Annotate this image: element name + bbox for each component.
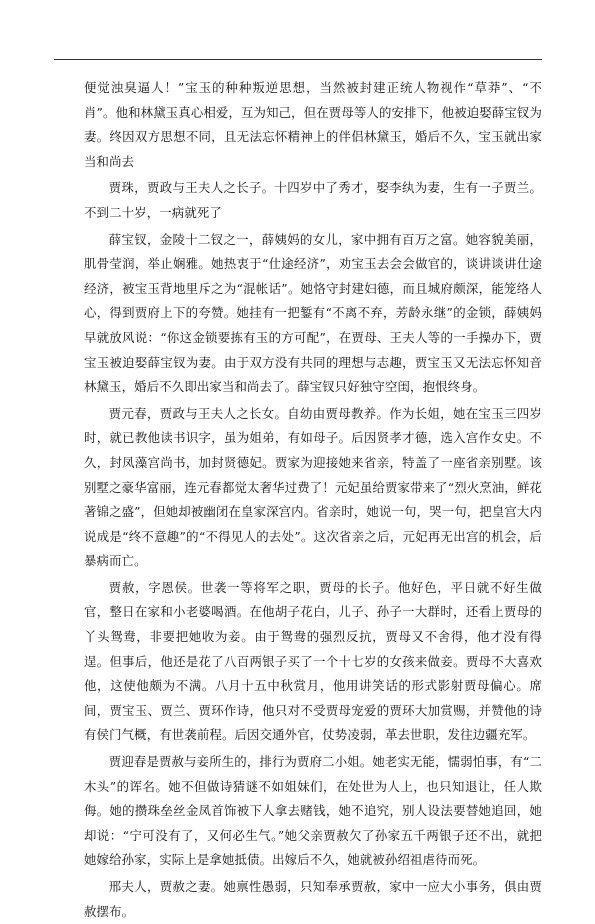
- paragraph-jia-yingchun: 贾迎春是贾赦与妾所生的，排行为贾府二小姐。她老实无能，懦弱怕事，有“二木头”的诨名。她不但做诗猜谜不如姐妹们，在处世为人上，也只知退让，任人欺侮。她的攒珠垒丝金凤首饰被下人拿去赌钱，她不追究，别人设法要替她追回，她却说：“宁可没有了，又何必生气。”她父亲贾赦欠了孙家五千两银子还不出，就把她嫁给孙家，实际上是拿她抵债。出嫁后不久，她就被孙绍祖虐待而死。: [84, 754, 542, 868]
- paragraph-lady-xing: 邢夫人，贾赦之妻。她禀性愚弱，只知奉承贾赦，家中一应大小事务，俱由贾赦摆布。: [84, 879, 542, 919]
- paragraph-jia-zhu: 贾珠，贾政与王夫人之长子。十四岁中了秀才，娶李纨为妻，生有一子贾兰。不到二十岁，一病就死了: [84, 180, 542, 220]
- paragraph-baoyu-continued: 便觉浊臭逼人！”宝玉的种种叛逆思想，当然被封建正统人物视作“草莽”、“不肖”。他和林黛玉真心相爱，互为知己，但在贾母等人的安排下，他被迫娶薛宝钗为妻。终因双方思想不同，且无法忘怀精神上的伴侣林黛玉，婚后不久，宝玉就出家当和尚去: [84, 80, 542, 169]
- paragraph-xue-baochai: 薛宝钗，金陵十二钗之一，薛姨妈的女儿，家中拥有百万之富。她容貌美丽，肌骨莹润，举止娴雅。她热衷于“仕途经济”，劝宝玉去会会做官的，谈讲谈讲仕途经济，被宝玉背地里斥之为“混帐话”。她恪守封建妇德，而且城府颇深，能笼络人心，得到贾府上下的夸赞。她挂有一把錾有“不离不弃，芳龄永继”的金锁，薛姨妈早就放风说：“你这金锁要拣有玉的方可配”，在贾母、王夫人等的一手操办下，贾宝玉被迫娶薛宝钗为妻。由于双方没有共同的理想与志趣，贾宝玉又无法忘怀知音林黛玉，婚后不久即出家当和尚去了。薛宝钗只好独守空闺，抱恨终身。: [84, 231, 542, 395]
- paragraph-jia-she: 贾赦，字恩侯。世袭一等将军之职，贾母的长子。他好色，平日就不好生做官，整日在家和小老婆喝酒。在他胡子花白，儿子、孙子一大群时，还看上贾母的丫头鸳鸯，非要把她收为妾。由于鸳鸯的强烈反抗，贾母又不舍得，他才没有得逞。但事后，他还是花了八百两银子买了一个十七岁的女孩来做妾。贾母不大喜欢他，这使他颇为不满。八月十五中秋赏月，他用讲笑话的形式影射贾母偏心。席间，贾宝玉、贾兰、贾环作诗，他只对不受贾母宠爱的贾环大加赏赐，并赞他的诗有侯门气概，有世袭前程。后因交通外官，仗势凌弱，革去世职，发往边疆充军。: [84, 579, 542, 743]
- header-rule: [54, 59, 542, 60]
- document-body: [84, 76, 542, 924]
- paragraph-jia-yuanchun: 贾元春，贾政与王夫人之长女。自幼由贾母教养。作为长姐，她在宝玉三四岁时，就已教他读书识字，虽为姐弟，有如母子。后因贤孝才德，选入宫作女史。不久，封凤藻宫尚书，加封贤德妃。贾家为迎接她来省亲，特盖了一座省亲别墅。该别墅之豪华富丽，连元春都觉太奢华过费了！元妃虽给贾家带来了“烈火烹油，鲜花著锦之盛”，但她却被幽闭在皇家深宫内。省亲时，她说一句，哭一句，把皇宫大内说成是“终不意趣”的“不得见人的去处”。这次省亲之后，元妃再无出宫的机会，后暴病而亡。: [84, 405, 542, 569]
